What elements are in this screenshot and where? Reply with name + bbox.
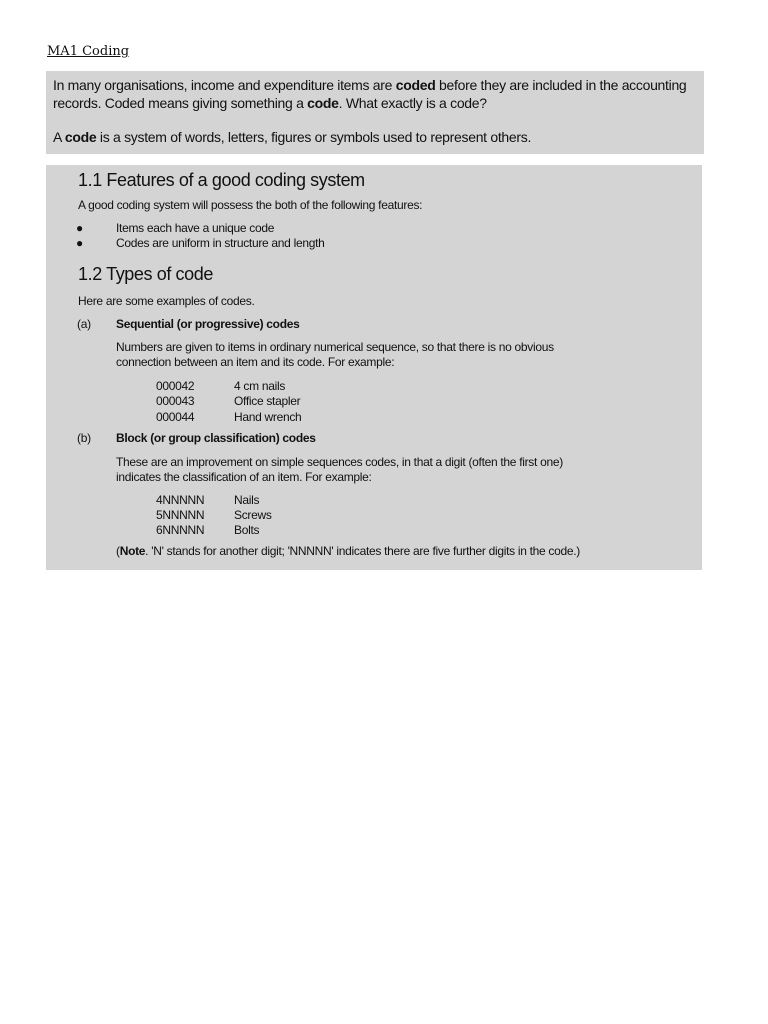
code-row [156, 410, 301, 425]
intro-box [46, 71, 704, 154]
note-text: (Note. 'N' stands for another digit; 'NNNNN' indicates there are five further digits in the code.) [116, 544, 580, 558]
section-1-heading: 1.1 Features of a good coding system [78, 170, 365, 190]
content-box [46, 165, 702, 570]
code-value: 000044 [156, 410, 195, 424]
code-label: Nails [234, 493, 260, 507]
code-row [156, 523, 259, 538]
code-label: Hand wrench [234, 410, 302, 424]
item-a-title: Sequential (or progressive) codes [116, 317, 300, 331]
item-b-title: Block (or group classification) codes [116, 431, 316, 445]
item-marker-a: (a) [77, 317, 91, 331]
code-value: 5NNNNN [156, 508, 205, 522]
code-row [156, 493, 259, 508]
code-label: Bolts [234, 523, 260, 537]
intro-paragraph-2: A code is a system of words, letters, figures or symbols used to represent others. [53, 129, 532, 145]
document-title: MA1 Coding [47, 44, 130, 59]
code-value: 000043 [156, 394, 195, 408]
item-b-desc-line-1: These are an improvement on simple sequences codes, in that a digit (often the first one) [116, 455, 563, 469]
section-2-lead: Here are some examples of codes. [78, 294, 255, 308]
intro-paragraph-1: In many organisations, income and expenditure items are coded before they are included in the accounting records. Coded means giving something a code. What exactly is a code? [53, 77, 687, 111]
code-row [156, 508, 272, 523]
section-2-heading: 1.2 Types of code [78, 264, 213, 284]
bullet-dot-icon: ● [76, 236, 84, 250]
code-value: 4NNNNN [156, 493, 205, 507]
code-value: 6NNNNN [156, 523, 205, 537]
item-a-desc-line-2: connection between an item and its code. For example: [116, 355, 395, 369]
code-row [156, 394, 300, 409]
section-1-lead: A good coding system will possess the both of the following features: [78, 198, 423, 212]
bullet-dot-icon: ● [76, 221, 84, 235]
bullet-item: Items each have a unique code [116, 221, 275, 235]
item-a-desc-line-1: Numbers are given to items in ordinary numerical sequence, so that there is no obvious [116, 340, 554, 354]
code-label: Screws [234, 508, 272, 522]
code-label: Office stapler [234, 394, 301, 408]
bullet-item: Codes are uniform in structure and length [116, 236, 325, 250]
item-b-desc-line-2: indicates the classification of an item. For example: [116, 470, 372, 484]
code-row [156, 379, 285, 394]
code-value: 000042 [156, 379, 195, 393]
code-label: 4 cm nails [234, 379, 286, 393]
item-marker-b: (b) [77, 431, 91, 445]
